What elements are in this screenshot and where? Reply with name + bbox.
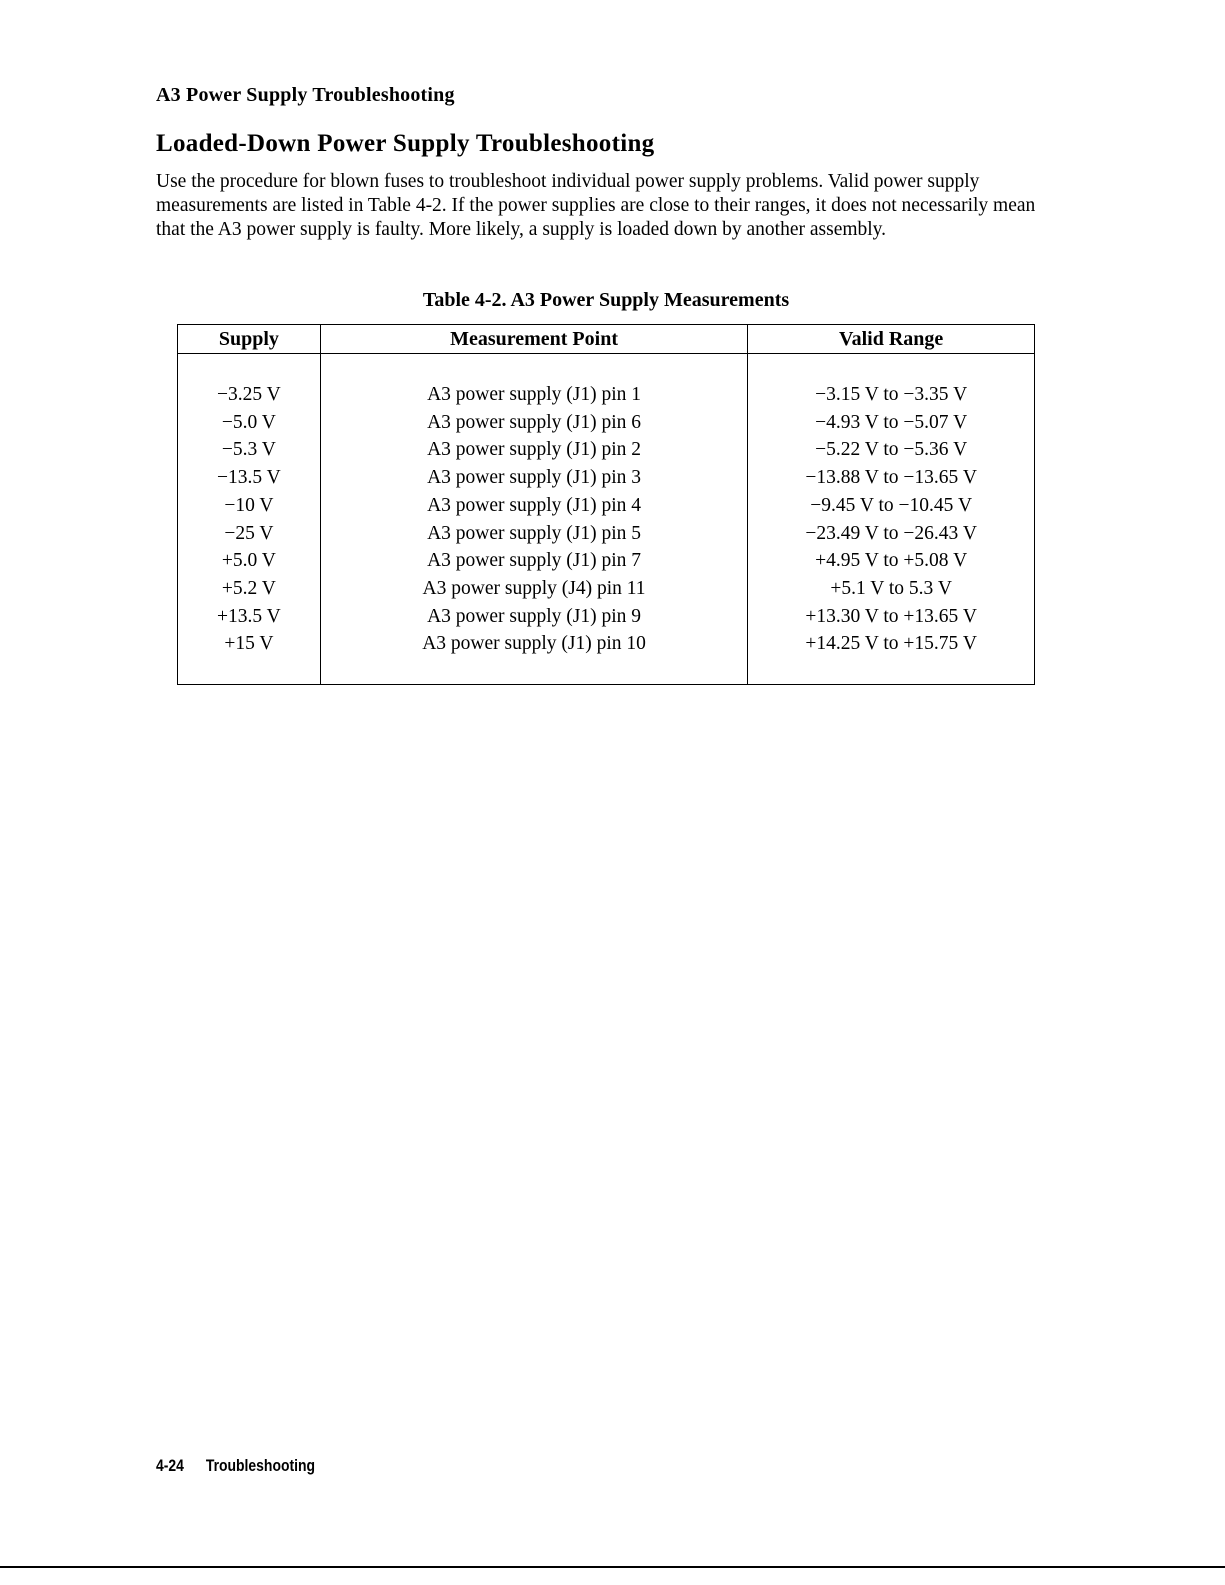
table-row: [178, 409, 1035, 437]
running-head: A3 Power Supply Troubleshooting: [156, 84, 455, 106]
page-footer: [156, 1456, 315, 1476]
cell-valid-range: +5.1 V to 5.3 V: [748, 575, 1035, 603]
table-spacer-top: [178, 354, 1035, 382]
table-row: [178, 603, 1035, 631]
cell-measurement-point: A3 power supply (J1) pin 10: [320, 630, 747, 658]
cell-measurement-point: A3 power supply (J1) pin 4: [320, 492, 747, 520]
cell-supply: +13.5 V: [178, 603, 321, 631]
table-row: [178, 520, 1035, 548]
cell-valid-range: −4.93 V to −5.07 V: [748, 409, 1035, 437]
table-header-row: [178, 325, 1035, 354]
cell-supply: −10 V: [178, 492, 321, 520]
cell-valid-range: −13.88 V to −13.65 V: [748, 464, 1035, 492]
table-row: [178, 630, 1035, 658]
page-number: 4-24: [156, 1456, 184, 1475]
header-supply: Supply: [178, 325, 321, 354]
intro-paragraph: Use the procedure for blown fuses to troubleshoot individual power supply problems. Valid power supply measurements are listed in Table 4-2. If the power supplies are close to their ranges, it does not necessarily mean that the A3 power supply is faulty. More likely, a supply is loaded down by another assembly.: [156, 171, 1036, 240]
cell-supply: +5.2 V: [178, 575, 321, 603]
cell-supply: −3.25 V: [178, 381, 321, 409]
cell-measurement-point: A3 power supply (J1) pin 9: [320, 603, 747, 631]
cell-valid-range: −5.22 V to −5.36 V: [748, 436, 1035, 464]
cell-supply: −13.5 V: [178, 464, 321, 492]
table-caption: Table 4-2. A3 Power Supply Measurements: [422, 289, 790, 311]
table-spacer-bottom: [178, 658, 1035, 685]
cell-supply: +15 V: [178, 630, 321, 658]
table-row: [178, 436, 1035, 464]
chapter-name: Troubleshooting: [205, 1456, 316, 1475]
table-row: [178, 464, 1035, 492]
header-measurement-point: Measurement Point: [320, 325, 747, 354]
cell-valid-range: +4.95 V to +5.08 V: [748, 547, 1035, 575]
cell-measurement-point: A3 power supply (J1) pin 1: [320, 381, 747, 409]
cell-measurement-point: A3 power supply (J1) pin 6: [320, 409, 747, 437]
cell-valid-range: +14.25 V to +15.75 V: [748, 630, 1035, 658]
cell-supply: −5.3 V: [178, 436, 321, 464]
cell-supply: −5.0 V: [178, 409, 321, 437]
cell-measurement-point: A3 power supply (J1) pin 5: [320, 520, 747, 548]
cell-valid-range: +13.30 V to +13.65 V: [748, 603, 1035, 631]
power-supply-table: [177, 324, 1035, 685]
cell-supply: −25 V: [178, 520, 321, 548]
table-row: [178, 381, 1035, 409]
cell-valid-range: −9.45 V to −10.45 V: [748, 492, 1035, 520]
table-row: [178, 547, 1035, 575]
header-valid-range: Valid Range: [748, 325, 1035, 354]
section-title: Loaded-Down Power Supply Troubleshooting: [156, 130, 655, 157]
table-row: [178, 575, 1035, 603]
cell-valid-range: −23.49 V to −26.43 V: [748, 520, 1035, 548]
cell-valid-range: −3.15 V to −3.35 V: [748, 381, 1035, 409]
cell-measurement-point: A3 power supply (J1) pin 3: [320, 464, 747, 492]
bottom-rule: [0, 1566, 1225, 1568]
cell-measurement-point: A3 power supply (J1) pin 7: [320, 547, 747, 575]
table-row: [178, 492, 1035, 520]
cell-supply: +5.0 V: [178, 547, 321, 575]
cell-measurement-point: A3 power supply (J4) pin 11: [320, 575, 747, 603]
cell-measurement-point: A3 power supply (J1) pin 2: [320, 436, 747, 464]
